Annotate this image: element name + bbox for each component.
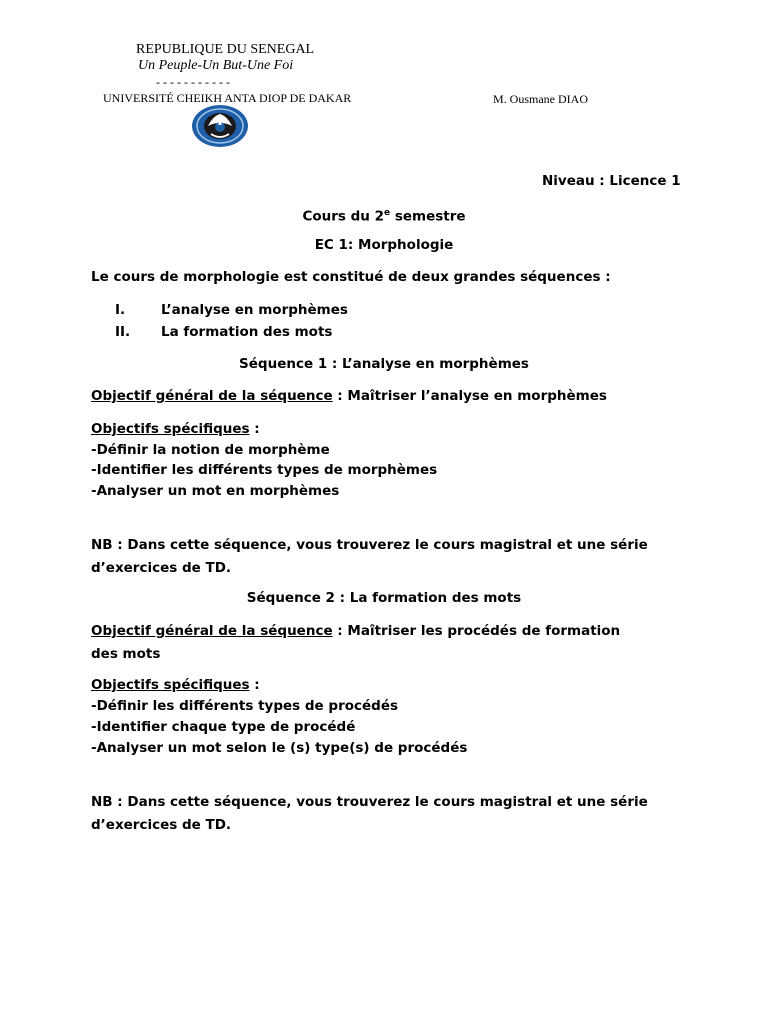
seq1-specific-colon: : bbox=[249, 421, 260, 437]
seq2-specific-label: Objectifs spécifiques bbox=[91, 677, 250, 693]
list-item-1: L’analyse en morphèmes bbox=[161, 302, 348, 318]
course-heading bbox=[0, 204, 768, 226]
course-sup: e bbox=[384, 208, 391, 218]
author-name: M. Ousmane DIAO bbox=[493, 92, 588, 106]
intro-text: Le cours de morphologie est constitué de deux grandes séquences : bbox=[91, 269, 611, 285]
seq2-item-1: -Définir les différents types de procédés bbox=[91, 698, 399, 714]
national-motto: Un Peuple-Un But-Une Foi bbox=[138, 58, 294, 73]
list-item-2: La formation des mots bbox=[161, 324, 333, 340]
course-suffix: semestre bbox=[390, 208, 466, 225]
seq2-general-text: : Maîtriser les procédés de formation des mots bbox=[91, 623, 621, 662]
seq2-title: Séquence 2 : La formation des mots bbox=[246, 590, 522, 606]
seq1-item-3: -Analyser un mot en morphèmes bbox=[91, 483, 340, 499]
republic-title: REPUBLIQUE DU SENEGAL bbox=[136, 42, 315, 57]
level-label: Niveau : Licence 1 bbox=[542, 173, 681, 189]
seq2-specific-colon: : bbox=[249, 677, 260, 693]
header-separator: - - - - - - - - - - - bbox=[156, 75, 230, 89]
university-logo bbox=[191, 104, 249, 148]
seq2-nb: NB : Dans cette séquence, vous trouverez le cours magistral et une série d’exercices de TD. bbox=[91, 794, 648, 833]
seq1-title: Séquence 1 : L’analyse en morphèmes bbox=[239, 356, 529, 372]
seq1-general-text: : Maîtriser l’analyse en morphèmes bbox=[332, 388, 607, 404]
university-name: UNIVERSITÉ CHEIKH ANTA DIOP DE DAKAR bbox=[103, 91, 352, 105]
seq1-general-label: Objectif général de la séquence bbox=[91, 388, 333, 404]
seq1-item-1: -Définir la notion de morphème bbox=[91, 442, 330, 458]
course-prefix: Cours du 2 bbox=[302, 208, 385, 225]
list-num-1: I. bbox=[115, 302, 126, 318]
seq1-specific-label: Objectifs spécifiques bbox=[91, 421, 250, 437]
list-num-2: II. bbox=[115, 324, 131, 340]
seq2-item-2: -Identifier chaque type de procédé bbox=[91, 719, 356, 735]
ec-title: EC 1: Morphologie bbox=[314, 237, 454, 253]
seq1-specific-heading bbox=[91, 420, 260, 438]
seq2-item-3: -Analyser un mot selon le (s) type(s) de procédés bbox=[91, 740, 468, 756]
seq1-general-objective bbox=[91, 387, 607, 405]
seq1-nb: NB : Dans cette séquence, vous trouverez le cours magistral et une série d’exercices de TD. bbox=[91, 537, 648, 576]
seq1-item-2: -Identifier les différents types de morphèmes bbox=[91, 462, 438, 478]
seq2-general-label: Objectif général de la séquence bbox=[91, 623, 333, 639]
seq2-general-objective bbox=[91, 620, 651, 666]
seq2-specific-heading bbox=[91, 676, 260, 694]
